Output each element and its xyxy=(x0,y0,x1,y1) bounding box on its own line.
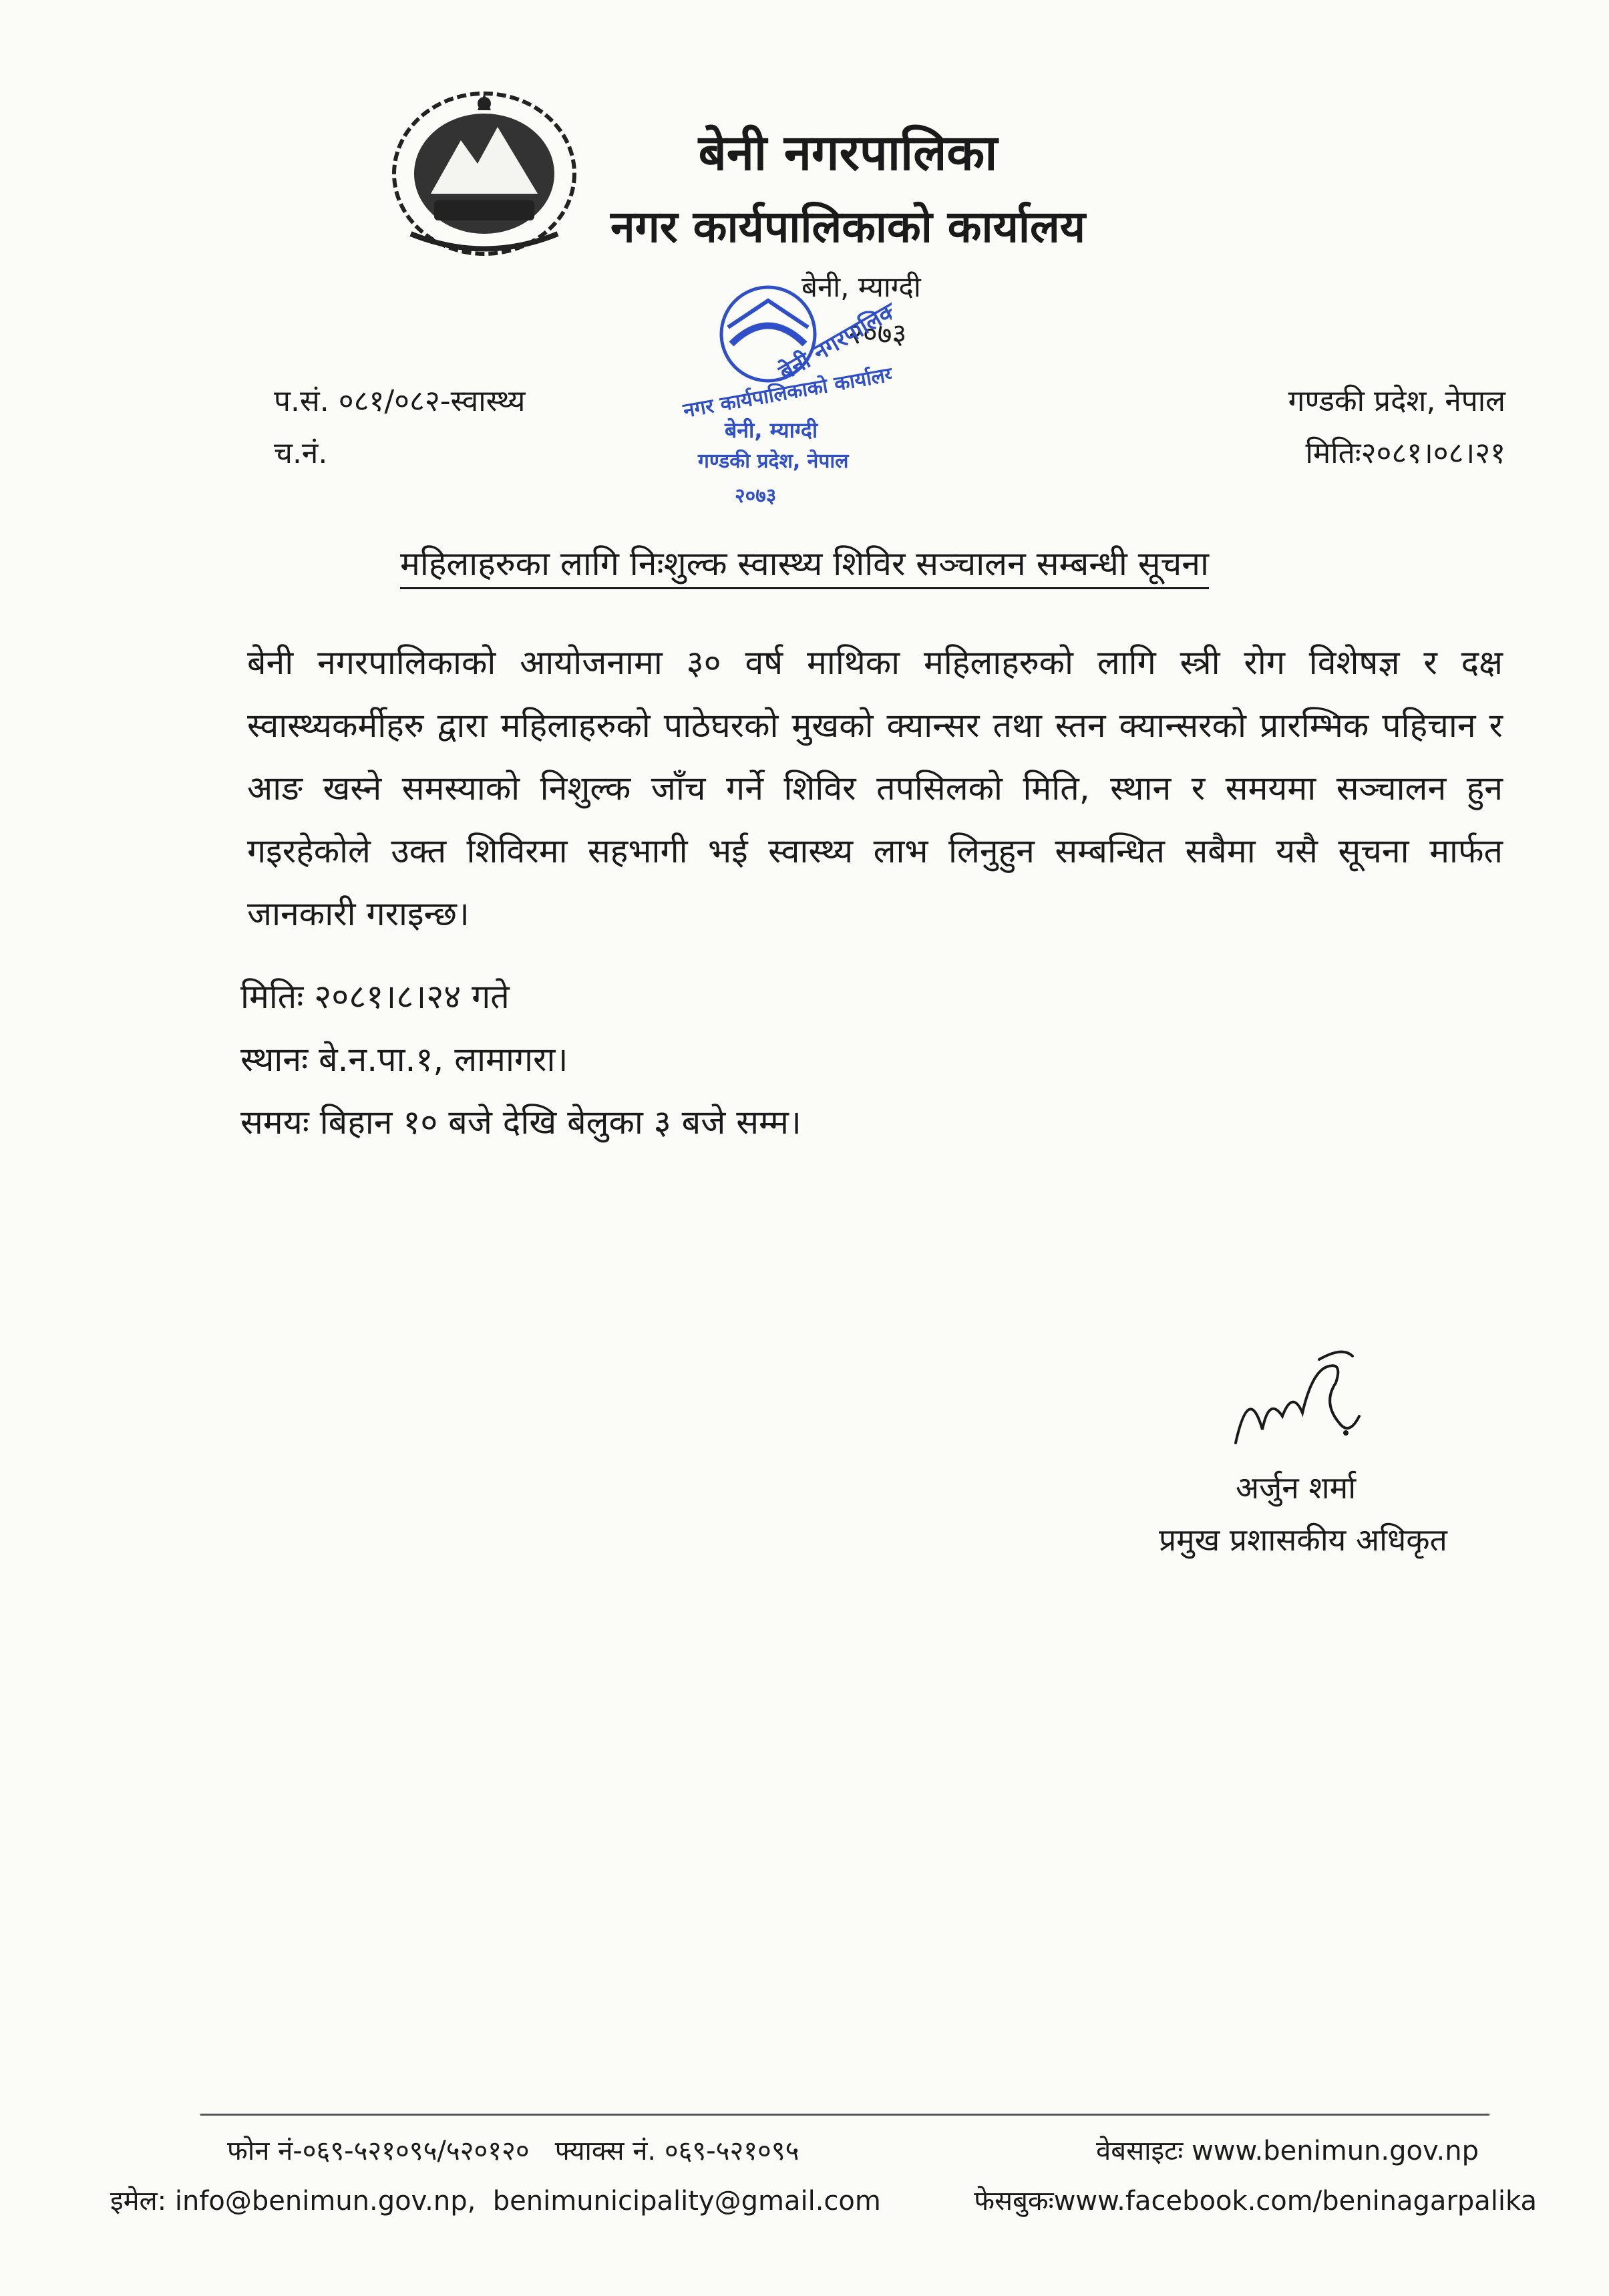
footer-email[interactable]: इमेल: info@benimun.gov.np, benimunicipality@gmail.com xyxy=(110,2186,881,2217)
dispatch-number: च.नं. xyxy=(274,436,328,470)
notice-subject-text: महिलाहरुका लागि निःशुल्क स्वास्थ्य शिविर सञ्चालन सम्बन्धी सूचना xyxy=(400,544,1209,589)
camp-date: मितिः २०८१।८।२४ गते xyxy=(240,977,510,1016)
letter-date: मितिः२०८१।०८।२१ xyxy=(1305,436,1505,470)
signatory-name: अर्जुन शर्मा xyxy=(1236,1470,1357,1506)
camp-time: समयः बिहान १० बजे देखि बेलुका ३ बजे सम्म। xyxy=(240,1103,801,1142)
camp-place: स्थानः बे.न.पा.१, लामागरा। xyxy=(240,1040,568,1079)
office-sub-title: नगर कार्यपालिकाको कार्यालय xyxy=(610,201,1085,253)
footer-divider xyxy=(200,2114,1489,2116)
seal-text-2: नगर कार्यपालिकाको कार्यालय xyxy=(681,362,892,423)
seal-text-4: गण्डकी प्रदेश, नेपाल xyxy=(698,450,849,473)
seal-text-5: २०७३ xyxy=(735,484,777,508)
seal-text-3: बेनी, म्याग्दी xyxy=(725,418,818,443)
camp-details xyxy=(240,965,801,1154)
footer-phone-fax: फोन नं-०६९-५२१०९५/५२०१२० फ्याक्स नं. ०६९-५२१०९५ xyxy=(227,2136,799,2166)
notice-subject xyxy=(0,540,1609,585)
footer-website[interactable]: वेबसाइटः www.benimun.gov.np xyxy=(1096,2136,1479,2166)
office-address: बेनी, म्याग्दी xyxy=(801,271,921,303)
footer-facebook[interactable]: फेसबुकःwww.facebook.com/beninagarpalika xyxy=(974,2186,1537,2217)
office-name: बेनी नगरपालिका xyxy=(698,124,998,182)
signatory-title: प्रमुख प्रशासकीय अधिकृत xyxy=(1159,1522,1447,1558)
reference-block xyxy=(274,375,525,480)
office-year: २०७३ xyxy=(848,317,907,350)
handwritten-signature-icon xyxy=(1229,1343,1383,1456)
right-meta-block xyxy=(1288,375,1505,480)
seal-text-1: बेनी नगरपालिका xyxy=(774,294,892,386)
notice-body: बेनी नगरपालिकाको आयोजनामा ३० वर्ष माथिका महिलाहरुको लागि स्त्री रोग विशेषज्ञ र दक्ष स्वास्थ्यकर्मीहरु द्वारा महिलाहरुको पाठेघरको मुखको क्यान्सर तथा स्तन क्यान्सरको प्रारम्भिक पहिचान र आङ खस्ने समस्याको निशुल्क जाँच गर्ने शिविर तपसिलको मिति, स्थान र समयमा सञ्चालन हुन गइरहेकोले उक्त शिविरमा सहभागी भई स्वास्थ्य लाभ लिनुहुन सम्बन्धित सबैमा यसै सूचना मार्फत जानकारी गराइन्छ। xyxy=(247,643,1503,933)
letter-number: प.सं. ०८१/०८२-स्वास्थ्य xyxy=(274,384,526,418)
province: गण्डकी प्रदेश, नेपाल xyxy=(1288,384,1505,418)
municipal-seal-icon xyxy=(651,254,892,514)
